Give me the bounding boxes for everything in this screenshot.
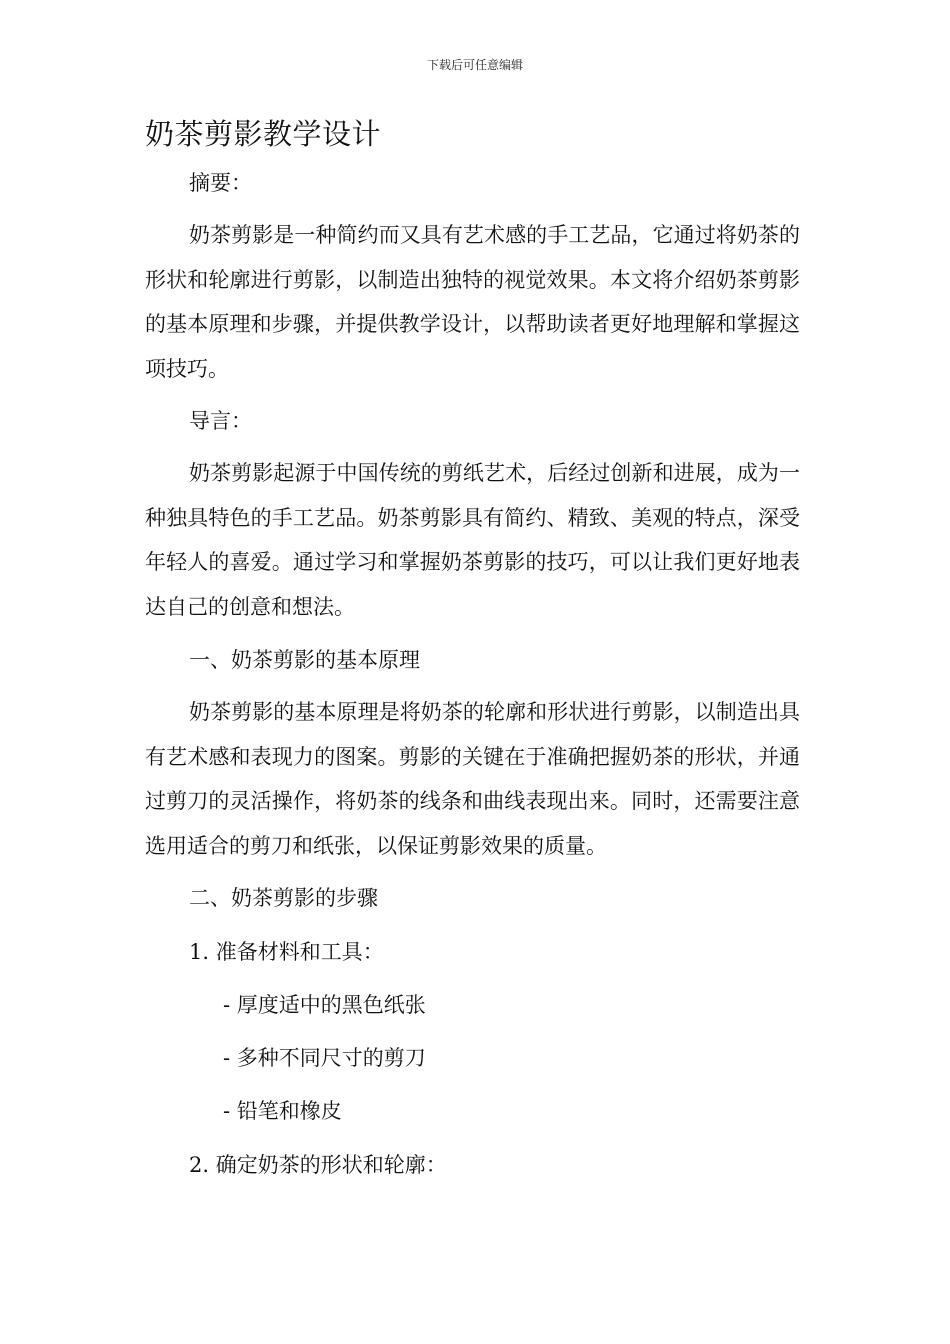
step-1-label: 1. 准备材料和工具： xyxy=(189,940,384,964)
page-header: 下载后可任意编辑 xyxy=(426,58,523,72)
section1-paragraph: 奶茶剪影的基本原理是将奶茶的轮廓和形状进行剪影，以制造出具有艺术感和表现力的图案。剪影的关键在于准确把握奶茶的形状，并通过剪刀的灵活操作，将奶茶的线条和曲线表现出来。同时，还需要注意选用适合的剪刀和纸张，以保证剪影效果的质量。 xyxy=(145,700,800,858)
abstract-label: 摘要： xyxy=(189,171,252,195)
step-2-label: 2. 确定奶茶的形状和轮廓： xyxy=(189,1153,447,1177)
intro-label: 导言： xyxy=(189,409,252,433)
abstract-paragraph: 奶茶剪影是一种简约而又具有艺术感的手工艺品，它通过将奶茶的形状和轮廓进行剪影，以制造出独特的视觉效果。本文将介绍奶茶剪影的基本原理和步骤，并提供教学设计，以帮助读者更好地理解和掌握这项技巧。 xyxy=(145,223,800,381)
section2-heading: 二、奶茶剪影的步骤 xyxy=(189,886,378,910)
list-item: - 多种不同尺寸的剪刀 xyxy=(223,1046,426,1070)
document-title: 奶茶剪影教学设计 xyxy=(145,117,382,151)
list-item: - 厚度适中的黑色纸张 xyxy=(223,993,426,1017)
list-item: - 铅笔和橡皮 xyxy=(223,1099,342,1123)
section1-heading: 一、奶茶剪影的基本原理 xyxy=(189,648,420,672)
intro-paragraph: 奶茶剪影起源于中国传统的剪纸艺术，后经过创新和进展，成为一种独具特色的手工艺品。奶茶剪影具有简约、精致、美观的特点，深受年轻人的喜爱。通过学习和掌握奶茶剪影的技巧，可以让我们更好地表达自己的创意和想法。 xyxy=(145,461,800,619)
